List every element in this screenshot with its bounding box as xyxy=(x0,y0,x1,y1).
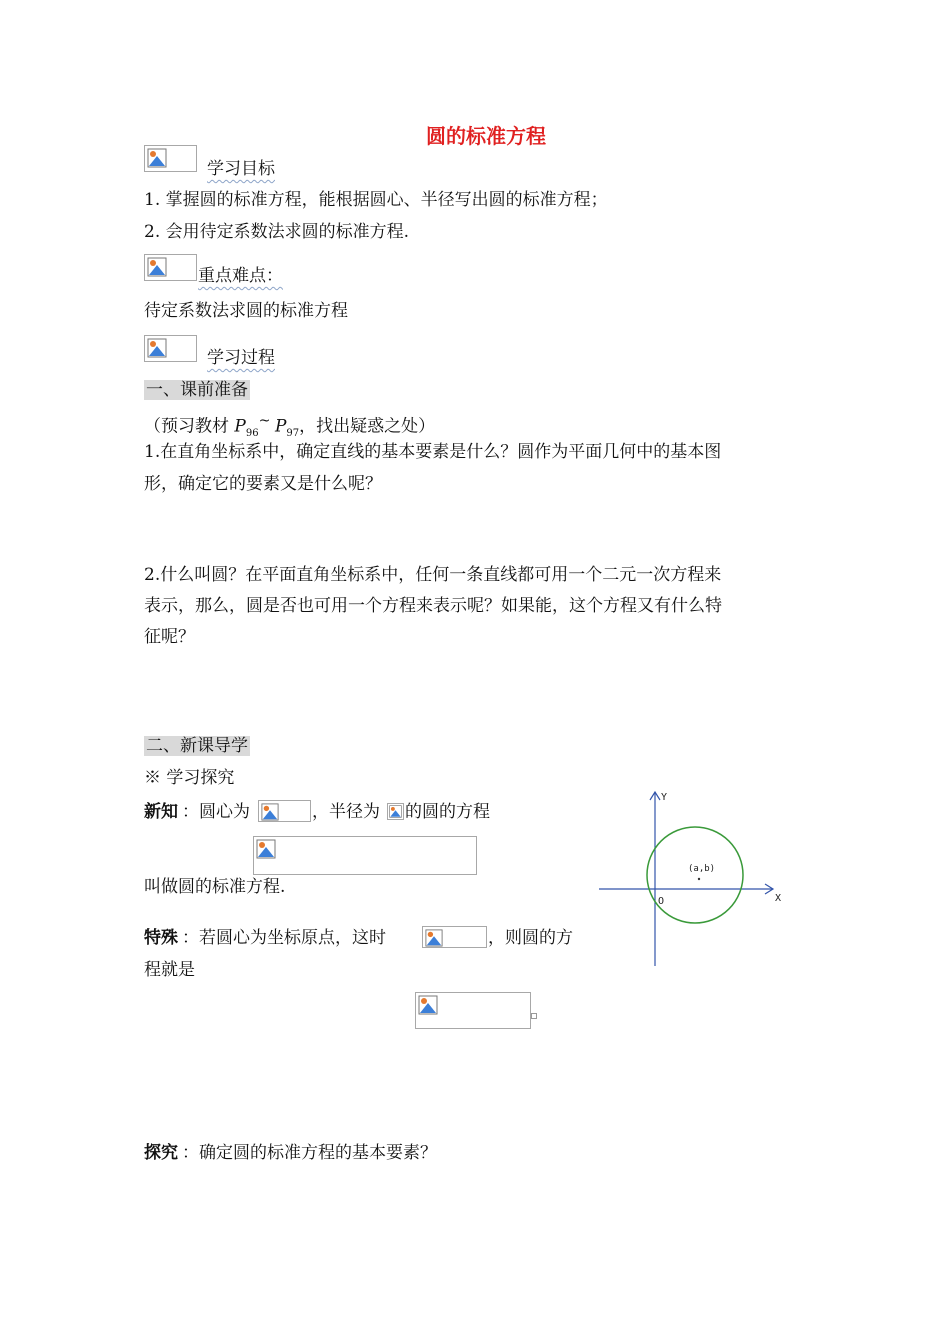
preview-suffix: ，找出疑惑之处） xyxy=(299,416,436,437)
question-1-line-2: 形，确定它的要素又是什么呢？ xyxy=(144,474,382,494)
preview-p-1: P xyxy=(234,416,246,437)
process-image-icon xyxy=(144,335,197,362)
part1-heading: 一、课前准备 xyxy=(146,380,248,400)
paragraph-mark xyxy=(531,1013,537,1019)
preview-p-2: P xyxy=(274,416,287,437)
center-formula-image-icon xyxy=(258,800,311,822)
question-1-line-1: 1.在直角坐标系中，确定直线的基本要素是什么？圆作为平面几何中的基本图 xyxy=(144,442,722,462)
inquiry-label: 探究 xyxy=(144,1143,178,1163)
origin-equation-image-icon xyxy=(415,992,531,1029)
preview-prefix: （预习教材 xyxy=(144,416,235,437)
center-point xyxy=(698,878,700,880)
origin-condition-image-icon xyxy=(422,926,487,948)
radius-formula-image-icon xyxy=(387,803,404,820)
preview-page-start: 96 xyxy=(245,428,259,440)
goals-image-icon xyxy=(144,145,197,172)
origin-label: O xyxy=(658,896,665,907)
question-2-line-2: 表示，那么，圆是否也可用一个方程来表示呢？如果能，这个方程又有什么特 xyxy=(144,596,722,616)
special-text-c: 程就是 xyxy=(144,960,195,980)
circle-diagram xyxy=(595,788,795,970)
special-text-b: ，则圆的方 xyxy=(488,928,573,948)
key-points-heading: 重点难点： xyxy=(198,266,283,286)
new-knowledge-label: 新知 xyxy=(144,802,178,822)
standard-equation-image-icon xyxy=(253,836,477,875)
preview-page-end: 97 xyxy=(286,428,300,440)
x-axis-label: X xyxy=(775,893,782,904)
process-heading: 学习过程 xyxy=(207,348,275,368)
special-label: 特殊 xyxy=(144,928,178,948)
part2-heading: 二、新课导学 xyxy=(146,736,248,756)
preview-note xyxy=(144,411,435,444)
key-points-text: 待定系数法求圆的标准方程 xyxy=(144,301,348,321)
center-label: (a,b) xyxy=(688,864,716,874)
special-text-a: ：若圆心为坐标原点，这时 xyxy=(182,928,386,948)
new-knowledge-text-b: ，半径为 xyxy=(312,802,380,822)
new-knowledge-text-c: 的圆的方程 xyxy=(405,802,490,822)
explore-heading: ※ 学习探究 xyxy=(144,768,235,788)
page-title: 圆的标准方程 xyxy=(426,124,546,148)
inquiry-text: ：确定圆的标准方程的基本要素？ xyxy=(182,1143,437,1163)
goal-item-1: 1. 掌握圆的标准方程，能根据圆心、半径写出圆的标准方程； xyxy=(144,190,608,210)
circle xyxy=(647,827,743,923)
question-2-line-1: 2.什么叫圆？在平面直角坐标系中，任何一条直线都可用一个二元一次方程来 xyxy=(144,565,722,585)
goal-item-2: 2. 会用待定系数法求圆的标准方程. xyxy=(144,222,410,242)
new-knowledge-text-a: ：圆心为 xyxy=(182,802,250,822)
preview-tilde: ~ xyxy=(258,413,275,429)
y-axis-label: Y xyxy=(661,792,668,803)
question-2-line-3: 征呢？ xyxy=(144,627,195,647)
goals-heading: 学习目标 xyxy=(207,159,275,179)
new-knowledge-text-d: 叫做圆的标准方程. xyxy=(144,877,286,897)
key-points-image-icon xyxy=(144,254,197,281)
